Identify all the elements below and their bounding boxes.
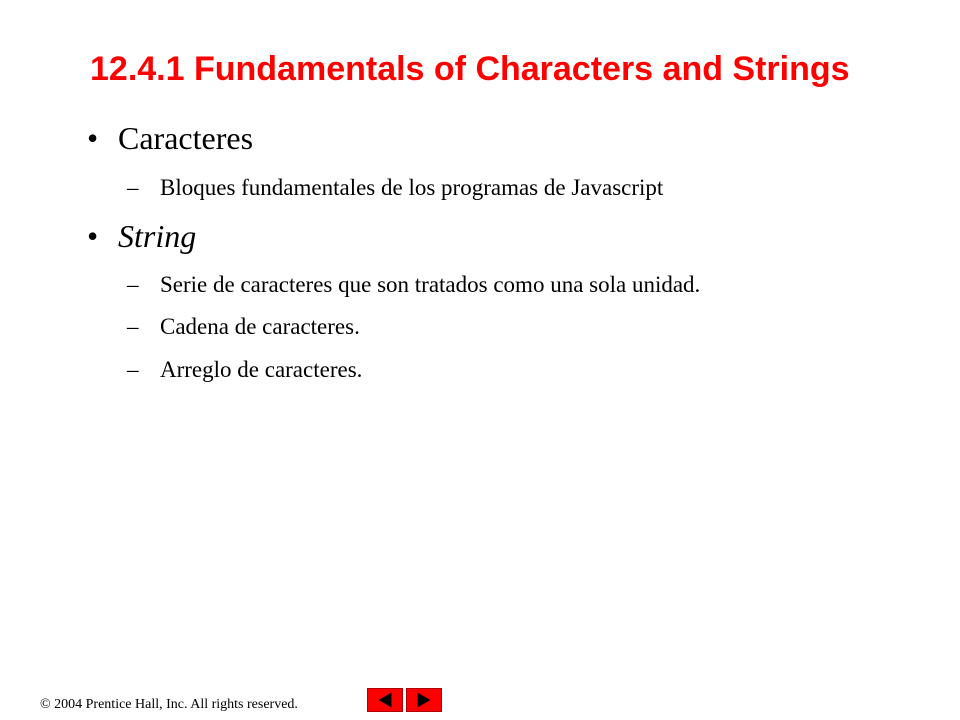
sub-item-text: Arreglo de caracteres. [160,357,363,382]
slide-title: 12.4.1 Fundamentals of Characters and Strings [90,50,850,88]
sub-item-text: Serie de caracteres que son tratados como una sola unidad. [160,272,701,297]
dash-marker: – [127,175,139,200]
bullet-item-string [87,218,196,255]
copyright-footer [40,697,298,713]
bullet-marker: • [87,218,99,254]
sub-item-text: Bloques fundamentales de los programas de Javascript [160,175,664,200]
sub-item-serie [127,272,700,298]
copyright-text: 2004 Prentice Hall, Inc. All rights reserved. [54,697,298,712]
dash-marker: – [127,314,139,339]
bullet-item-caracteres [87,120,253,157]
dash-marker: – [127,357,139,382]
sub-item-bloques [127,175,663,201]
bullet-text: Caracteres [118,120,254,156]
previous-slide-button[interactable] [367,688,403,712]
sub-item-cadena [127,314,360,340]
dash-marker: – [127,272,139,297]
sub-item-text: Cadena de caracteres. [160,314,360,339]
next-slide-button[interactable] [406,688,442,712]
copyright-icon: © [40,697,51,712]
triangle-left-icon [368,689,402,711]
bullet-text: String [118,218,197,254]
triangle-right-icon [407,689,441,711]
sub-item-arreglo [127,357,362,383]
bullet-marker: • [87,120,99,156]
